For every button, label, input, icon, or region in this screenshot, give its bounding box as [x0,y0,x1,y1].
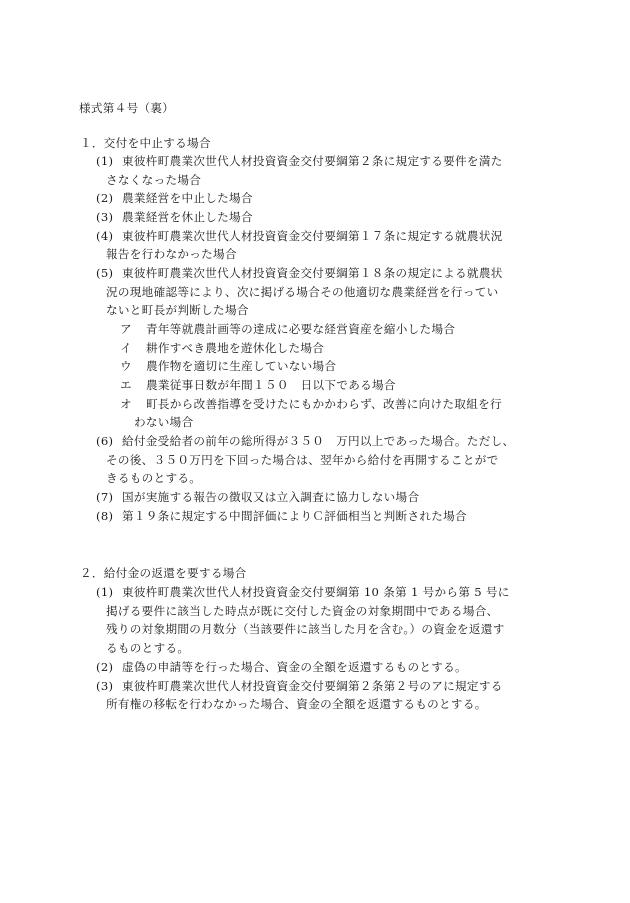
item-text: 農業経営を中止した場合 [122,191,253,205]
item-text: 掲げる要件に該当した時点が既に交付した資金の対象期間中である場合、 [106,604,499,618]
section1-heading: １．交付を中止する場合 [80,136,211,150]
subitem-mark: オ [120,397,132,411]
item-text: さなくなった場合 [106,173,202,187]
item-text: 虚偽の申請等を行った場合、資金の全額を返還するものとする。 [122,660,467,674]
subitem-text: 耕作すべき農地を遊休化した場合 [146,341,325,355]
item-text: 東彼杵町農業次世代人材投資資金交付要綱第２条に規定する要件を満た [122,154,503,168]
item-number: (4) [96,229,114,243]
subitem-mark: ウ [120,359,132,373]
item-number: (2) [96,191,114,205]
subitem-text: 農作物を適切に生産していない場合 [146,359,337,373]
item-text: きるものとする。 [106,471,202,485]
item-number: (8) [96,509,114,523]
item-text: 況の現地確認等により、次に掲げる場合その他適切な農業経営を行ってい [106,285,499,299]
subitem-text: 農業従事日数が年間１５０ 日以下である場合 [146,378,396,392]
item-number: (7) [96,490,114,504]
item-text: 報告を行わなかった場合 [106,247,237,261]
item-number: (3) [96,679,114,693]
item-text: 東彼杵町農業次世代人材投資資金交付要綱第２条第２号のアに規定する [122,679,503,693]
item-number: (1) [96,585,114,599]
item-number: (2) [96,660,114,674]
item-text: 農業経営を休止した場合 [122,210,253,224]
subitem-text: 青年等就農計画等の達成に必要な経営資産を縮小した場合 [146,322,456,336]
item-text: 残りの対象期間の月数分（当該要件に該当した月を含む。）の資金を返還す [106,622,505,636]
item-text: ないと町長が判断した場合 [106,303,249,317]
item-number: (1) [96,154,114,168]
item-text: 所有権の移転を行わなかった場合、資金の全額を返還するものとする。 [106,697,487,711]
section2-heading: ２．給付金の返還を要する場合 [80,566,247,580]
item-number: (3) [96,210,114,224]
item-text: 東彼杵町農業次世代人材投資資金交付要綱第１７条に規定する就農状況 [122,229,503,243]
subitem-text: 町長から改善指導を受けたにもかかわらず、改善に向けた取組を行 [146,397,502,411]
item-text: るものとする。 [106,641,190,655]
item-number: (6) [96,434,114,448]
form-title: 様式第４号（裏） [79,101,175,115]
subitem-mark: ア [120,322,132,336]
item-text: 第１９条に規定する中間評価によりＣ評価相当と判断された場合 [122,509,467,523]
item-number: (5) [96,266,114,280]
subitem-mark: エ [120,378,132,392]
item-text: 国が実施する報告の徴収又は立入調査に協力しない場合 [122,490,420,504]
item-text: 東彼杵町農業次世代人材投資資金交付要綱第１８条の規定による就農状 [122,266,503,280]
item-text: その後、３５０万円を下回った場合は、翌年から給付を再開することがで [106,453,499,467]
subitem-text: わない場合 [134,415,194,429]
subitem-mark: イ [120,341,132,355]
item-text: 給付金受給者の前年の総所得が３５０ 万円以上であった場合。ただし、 [122,434,515,448]
item-text: 東彼杵町農業次世代人材投資資金交付要綱第 10 条第 1 号から第 5 号に [122,585,510,599]
